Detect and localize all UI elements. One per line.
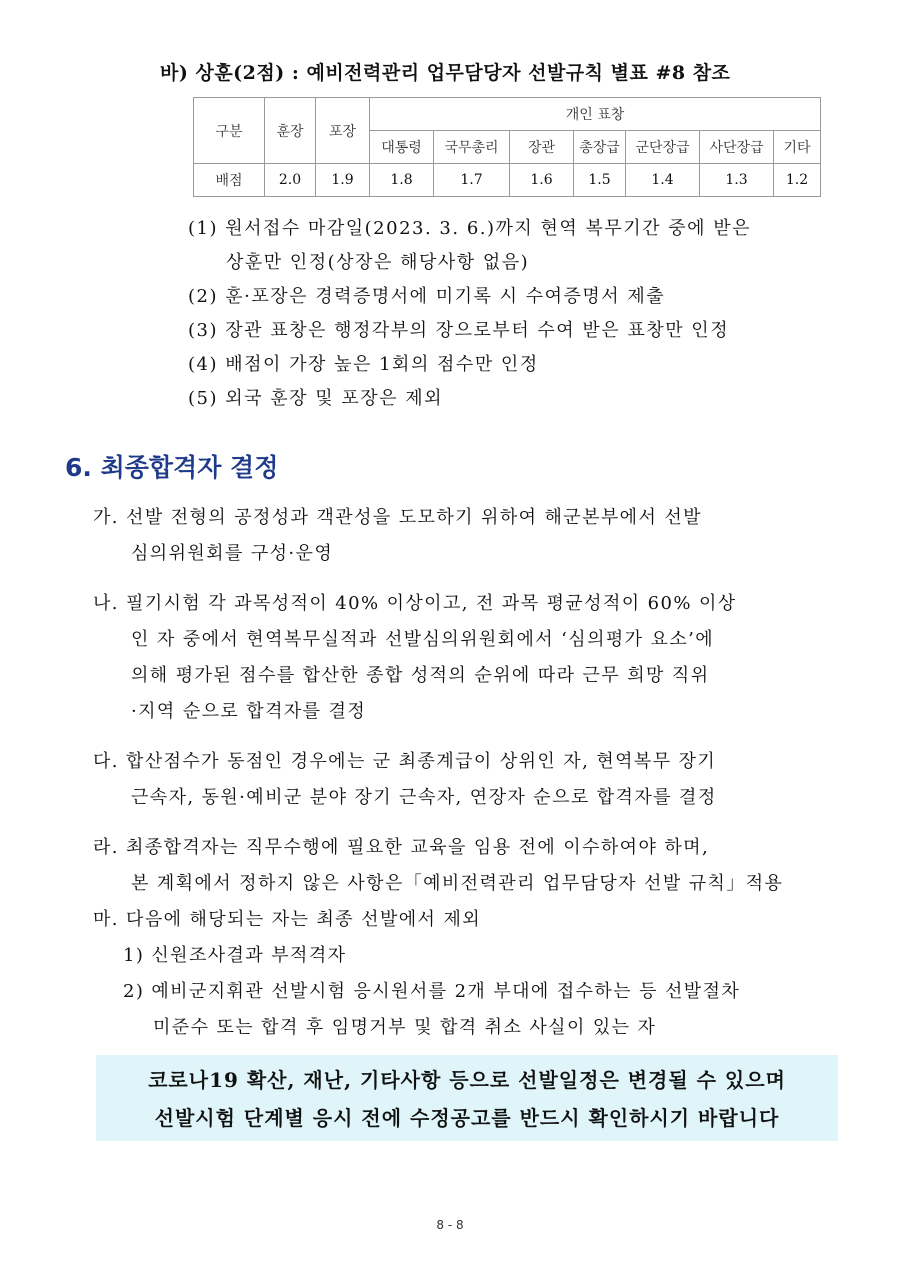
score-cell: 1.5 (574, 164, 626, 197)
item-line: 본 계획에서 정하지 않은 사항은「예비전력관리 업무담당자 선발 규칙」적용 (131, 873, 784, 894)
header-col: 장관 (510, 131, 574, 164)
item-ga (93, 500, 783, 572)
notice-line: 선발시험 단계별 응시 전에 수정공고를 반드시 확인하시기 바랍니다 (154, 1106, 780, 1130)
header-hunjang: 훈장 (265, 98, 316, 164)
header-col: 군단장급 (626, 131, 700, 164)
notice-box (96, 1055, 838, 1141)
item-line: 나. 필기시험 각 과목성적이 40% 이상이고, 전 과목 평균성적이 60% 이상 (93, 593, 737, 614)
item-ma (93, 902, 783, 1046)
header-col: 기타 (774, 131, 821, 164)
note-5: (5) 외국 훈장 및 포장은 제외 (188, 388, 443, 409)
item-ra (93, 830, 783, 902)
header-pojang: 포장 (316, 98, 370, 164)
score-cell: 1.3 (700, 164, 774, 197)
score-cell: 1.2 (774, 164, 821, 197)
item-line: 근속자, 동원·예비군 분야 장기 근속자, 연장자 순으로 합격자를 결정 (131, 787, 717, 808)
sub-item: 1) 신원조사결과 부적격자 (123, 945, 347, 966)
award-score-table (193, 97, 821, 197)
row-label: 배점 (194, 164, 265, 197)
notice-line: 코로나19 확산, 재난, 기타사항 등으로 선발일정은 변경될 수 있으며 (148, 1068, 786, 1092)
award-heading: 바) 상훈(2점) : 예비전력관리 업무담당자 선발규칙 별표 #8 참조 (160, 62, 731, 84)
score-cell: 1.8 (370, 164, 434, 197)
header-personal-commendation: 개인 표창 (370, 98, 821, 131)
item-line: 의해 평가된 점수를 합산한 종합 성적의 순위에 따라 근무 희망 직위 (131, 665, 710, 686)
section-title: 6. 최종합격자 결정 (65, 453, 279, 482)
item-line: 마. 다음에 해당되는 자는 최종 선발에서 제외 (93, 909, 482, 930)
score-cell: 1.6 (510, 164, 574, 197)
score-cell: 1.7 (434, 164, 510, 197)
item-na (93, 586, 783, 730)
score-cell: 1.4 (626, 164, 700, 197)
item-line: ·지역 순으로 합격자를 결정 (131, 701, 367, 722)
note-4: (4) 배점이 가장 높은 1회의 점수만 인정 (188, 354, 539, 375)
note-1: (1) 원서접수 마감일(2023. 3. 6.)까지 현역 복무기간 중에 받은 (188, 218, 752, 239)
header-category: 구분 (194, 98, 265, 164)
item-line: 가. 선발 전형의 공정성과 객관성을 도모하기 위하여 해군본부에서 선발 (93, 507, 702, 528)
section-body (93, 500, 783, 1060)
header-col: 사단장급 (700, 131, 774, 164)
sub-item: 2) 예비군지휘관 선발시험 응시원서를 2개 부대에 접수하는 등 선발절차 (123, 981, 741, 1002)
item-da (93, 744, 783, 816)
score-cell: 1.9 (316, 164, 370, 197)
header-col: 총장급 (574, 131, 626, 164)
sub-item-continued: 미준수 또는 합격 후 임명거부 및 합격 취소 사실이 있는 자 (153, 1017, 657, 1038)
header-col: 국무총리 (434, 131, 510, 164)
item-line: 라. 최종합격자는 직무수행에 필요한 교육을 임용 전에 이수하여야 하며, (93, 837, 710, 858)
page-number: 8 - 8 (436, 1218, 464, 1232)
item-ma-sublist (93, 938, 783, 1046)
item-line: 인 자 중에서 현역복무실적과 선발심의위원회에서 ‘심의평가 요소’에 (131, 629, 715, 650)
item-line: 다. 합산점수가 동점인 경우에는 군 최종계급이 상위인 자, 현역복무 장기 (93, 751, 717, 772)
score-cell: 2.0 (265, 164, 316, 197)
award-notes (188, 212, 751, 416)
note-2: (2) 훈·포장은 경력증명서에 미기록 시 수여증명서 제출 (188, 286, 666, 307)
note-1-continued: 상훈만 인정(상장은 해당사항 없음) (226, 252, 530, 273)
item-line: 심의위원회를 구성·운영 (131, 543, 334, 564)
header-col: 대통령 (370, 131, 434, 164)
note-3: (3) 장관 표창은 행정각부의 장으로부터 수여 받은 표창만 인정 (188, 320, 730, 341)
table-row (194, 164, 821, 197)
